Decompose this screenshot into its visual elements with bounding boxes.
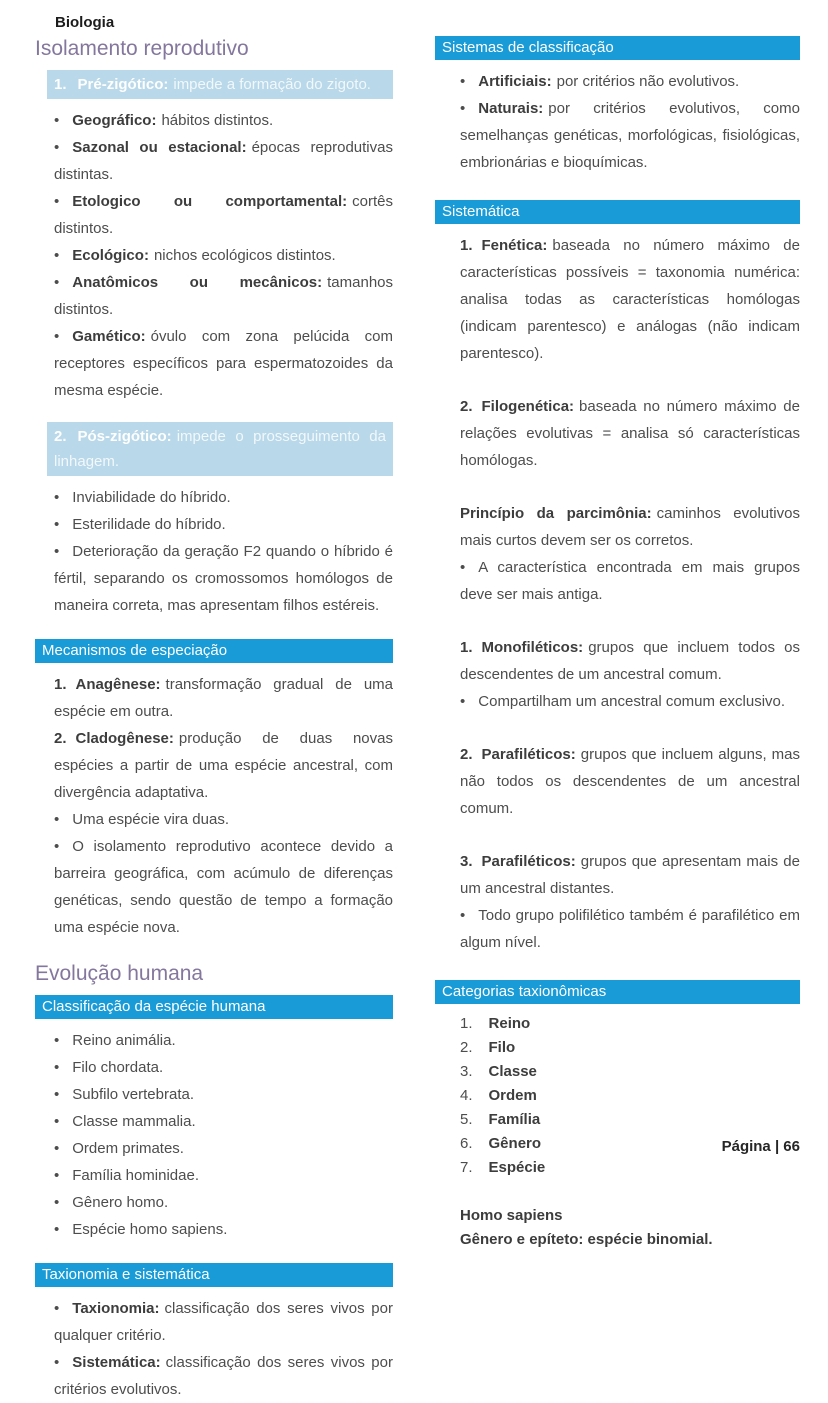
item-text: épocas reprodutivas distintas. [54,139,393,183]
section-header-mecanismos: Mecanismos de especiação [35,639,393,663]
right-column [435,32,800,1403]
item-lead: Ecológico: [72,247,149,264]
list-item [54,833,393,941]
bullet-marker: • [54,543,60,560]
list-item [460,1156,800,1180]
bullet-marker: • [460,100,466,117]
bullet-marker: • [54,838,60,855]
genero-epiteto-label: Gênero e epíteto: espécie binomial. [460,1231,713,1248]
category-label: Espécie [488,1159,546,1176]
number-marker: 4. [460,1087,473,1104]
band-number: 1. [54,76,67,93]
band-number: 2. [54,428,67,445]
list-item [460,848,800,902]
bullet-marker: • [54,1167,60,1184]
bullet-marker: • [460,907,466,924]
list-item [54,242,393,269]
bullet-marker: • [460,559,466,576]
item-text: Ordem primates. [72,1140,184,1157]
item-lead: Anatômicos ou mecânicos: [72,274,323,291]
homo-sapiens-label: Homo sapiens [460,1207,563,1224]
number-marker: 6. [460,1135,473,1152]
item-text: Reino animália. [72,1032,176,1049]
bullet-marker: • [54,489,60,506]
list-item [460,68,800,95]
item-text: Compartilham um ancestral comum exclusivo. [478,693,786,710]
item-text: caminhos evolutivos mais curtos devem ser os corretos. [460,505,800,549]
list-item [54,806,393,833]
heading-evolucao-humana: Evolução humana [35,962,204,985]
item-text: por critérios evolutivos, como semelhanças genéticas, morfológicas, fisiológicas, embrionárias e bioquímicas. [460,100,800,171]
number-marker: 2. [460,398,473,415]
list-item [54,1349,393,1403]
item-text: cortês distintos. [54,193,393,237]
bullet-marker: • [54,193,60,210]
list-item [54,671,393,725]
number-marker: 1. [54,676,67,693]
subject-label: Biologia [55,14,115,31]
band-text: impede a formação do zigoto. [173,76,371,93]
item-lead: Parafiléticos: [481,853,576,870]
list-item [460,1084,800,1108]
bullet-marker: • [54,1059,60,1076]
item-lead: Artificiais: [478,73,552,90]
section-header-classificacao: Classificação da espécie humana [35,995,393,1019]
item-text: Gênero homo. [72,1194,169,1211]
bullet-marker: • [54,1221,60,1238]
paragraph [460,500,800,554]
bullet-marker: • [54,247,60,264]
item-text: produção de duas novas espécies a partir de uma espécie ancestral, com divergência adaptativa. [54,730,393,801]
two-column-layout [0,32,828,1403]
list-item [54,188,393,242]
item-text: tamanhos distintos. [54,274,393,318]
number-marker: 2. [460,1039,473,1056]
list-item [54,1216,393,1243]
item-lead: Princípio da parcimônia: [460,505,652,522]
list-item [54,1108,393,1135]
item-text: Classe mammalia. [72,1113,196,1130]
bullet-marker: • [460,693,466,710]
sistematica-list [435,232,800,956]
bullet-marker: • [54,139,60,156]
list-item [54,538,393,619]
list-item [54,484,393,511]
list-item [54,323,393,404]
category-label: Filo [488,1039,516,1056]
item-lead: Anagênese: [75,676,161,693]
item-text: hábitos distintos. [161,112,274,129]
list-item [460,1060,800,1084]
item-text: Deterioração da geração F2 quando o híbrido é fértil, separando os cromossomos homólogos de maneira correta, mas apresentam filhos estéreis. [54,543,393,614]
number-marker: 7. [460,1159,473,1176]
list-item [54,1162,393,1189]
item-text: A característica encontrada em mais grupos deve ser mais antiga. [460,559,800,603]
item-text: Espécie homo sapiens. [72,1221,228,1238]
binomial-note [435,1204,800,1252]
number-marker: 2. [54,730,67,747]
number-marker: 5. [460,1111,473,1128]
item-text: grupos que apresentam mais de um ancestral distantes. [460,853,800,897]
bullet-marker: • [54,112,60,129]
item-lead: Gamético: [72,328,146,345]
list-item [460,634,800,688]
item-lead: Taxionomia: [72,1300,160,1317]
bullet-marker: • [54,1300,60,1317]
heading-isolamento-reprodutivo: Isolamento reprodutivo [35,37,249,60]
item-lead: Cladogênese: [75,730,174,747]
item-text: Esterilidade do híbrido. [72,516,226,533]
list-item [460,1108,800,1132]
number-marker: 1. [460,237,473,254]
classificacao-list [35,1027,393,1243]
item-text: Todo grupo polifilético também é parafilético em algum nível. [460,907,800,951]
item-text: nichos ecológicos distintos. [153,247,336,264]
highlight-band-prezygotic [47,70,393,99]
section-header-sistematica: Sistemática [435,200,800,224]
category-label: Ordem [488,1087,537,1104]
item-lead: Sistemática: [72,1354,161,1371]
item-text: por critérios não evolutivos. [556,73,740,90]
bullet-marker: • [460,73,466,90]
category-label: Reino [488,1015,531,1032]
number-marker: 1. [460,1015,473,1032]
category-label: Classe [488,1063,537,1080]
highlight-band-postzygotic [47,422,393,476]
list-item [54,1135,393,1162]
item-lead: Monofiléticos: [481,639,584,656]
category-label: Gênero [488,1135,542,1152]
item-lead: Parafiléticos: [481,746,576,763]
postzygotic-list [35,484,393,619]
section-header-categorias: Categorias taxionômicas [435,980,800,1004]
band-lead: Pós-zigótico: [77,428,172,445]
list-item [54,725,393,806]
bullet-marker: • [54,1086,60,1103]
number-marker: 1. [460,639,473,656]
item-text: Subfilo vertebrata. [72,1086,195,1103]
item-text: classificação dos seres vivos por qualquer critério. [54,1300,393,1344]
bullet-marker: • [54,1194,60,1211]
band-text: impede o prosseguimento da linhagem. [54,428,386,470]
list-item [460,741,800,822]
category-label: Família [488,1111,541,1128]
item-lead: Filogenética: [481,398,575,415]
item-text: O isolamento reprodutivo acontece devido a barreira geográfica, com acúmulo de diferenças genéticas, sendo questão de tempo a formação uma espécie nova. [54,838,393,936]
item-text: Filo chordata. [72,1059,164,1076]
item-text: grupos que incluem todos os descendentes de um ancestral comum. [460,639,800,683]
list-item [460,232,800,367]
list-item [460,1036,800,1060]
list-item [460,95,800,176]
number-marker: 3. [460,853,473,870]
section-header-sistemas: Sistemas de classificação [435,36,800,60]
list-item [54,269,393,323]
section-header-taxionomia: Taxionomia e sistemática [35,1263,393,1287]
item-lead: Geográfico: [72,112,157,129]
page-number: Página | 66 [721,1138,800,1155]
list-item [460,902,800,956]
bullet-marker: • [54,1140,60,1157]
item-text: baseada no número máximo de relações evolutivas = analisa só características homólogas. [460,398,800,469]
list-item [460,393,800,474]
prezygotic-list [35,107,393,404]
list-item [54,511,393,538]
item-text: transformação gradual de uma espécie em outra. [54,676,393,720]
bullet-marker: • [54,274,60,291]
list-item [54,1189,393,1216]
item-text: óvulo com zona pelúcida com receptores específicos para espermatozoides da mesma espécie. [54,328,393,399]
mecanismos-list [35,671,393,941]
sistemas-list [435,68,800,176]
item-lead: Etologico ou comportamental: [72,193,348,210]
list-item [54,1027,393,1054]
number-marker: 3. [460,1063,473,1080]
list-item [460,554,800,608]
item-text: grupos que incluem alguns, mas não todos os descendentes de um ancestral comum. [460,746,800,817]
list-item [460,1012,800,1036]
taxionomia-list [35,1295,393,1403]
band-lead: Pré-zigótico: [77,76,169,93]
list-item [54,1081,393,1108]
list-item [460,688,800,715]
bullet-marker: • [54,1032,60,1049]
item-lead: Sazonal ou estacional: [72,139,247,156]
bullet-marker: • [54,811,60,828]
list-item [54,1054,393,1081]
item-text: Família hominidae. [72,1167,199,1184]
bullet-marker: • [54,516,60,533]
left-column [35,32,393,1403]
item-text: Uma espécie vira duas. [72,811,230,828]
number-marker: 2. [460,746,473,763]
bullet-marker: • [54,328,60,345]
item-lead: Fenética: [481,237,548,254]
item-lead: Naturais: [478,100,544,117]
item-text: Inviabilidade do híbrido. [72,489,231,506]
item-text: classificação dos seres vivos por critérios evolutivos. [54,1354,393,1398]
list-item [54,134,393,188]
bullet-marker: • [54,1113,60,1130]
list-item [54,1295,393,1349]
list-item [54,107,393,134]
item-text: baseada no número máximo de características possíveis = taxonomia numérica: analisa todas as características homólogas (indicam parentesco) e análogas (não indicam parentesco). [460,237,800,362]
bullet-marker: • [54,1354,60,1371]
